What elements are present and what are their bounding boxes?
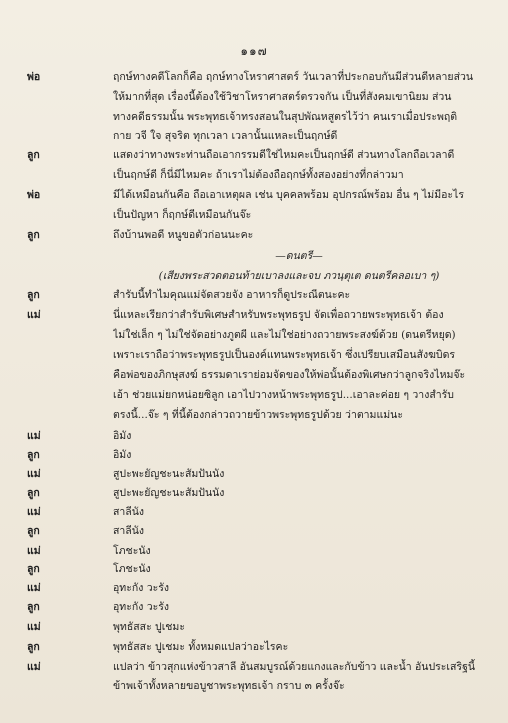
dialogue-line — [0, 677, 508, 695]
dialogue-line — [0, 247, 508, 265]
dialogue-text: แปลว่า ข้าวสุกแห่งข้าวสาลี อันสมบูรณ์ด้วยแกงและกับข้าว และน้ำ อันประเสริฐนี้ — [113, 661, 476, 673]
dialogue-text: อุทะกัง วะรัง — [113, 601, 169, 613]
speaker-label: แม่ — [27, 582, 41, 594]
dialogue-line — [0, 386, 508, 404]
speaker-label: แม่ — [27, 661, 41, 673]
dialogue-line — [0, 68, 508, 86]
speaker-label: ลูก — [27, 149, 40, 161]
dialogue-line — [0, 226, 508, 244]
dialogue-text: อิมัง — [113, 430, 132, 442]
dialogue-line — [0, 560, 508, 578]
speaker-label: แม่ — [27, 468, 41, 480]
dialogue-text: แสดงว่าทางพระท่านถือเอากรรมดีใช่ไหมคะเป็นฤกษ์ดี ส่วนทางโลกถือเวลาดี — [113, 149, 455, 161]
dialogue-text: นี่แหละเรียกว่าสำรับพิเศษสำหรับพระพุทธรูป จัดเพื่อถวายพระพุทธเจ้า ต้อง — [113, 309, 444, 321]
dialogue-line — [0, 267, 508, 285]
dialogue-line — [0, 286, 508, 304]
dialogue-text: ข้าพเจ้าทั้งหลายขอบูชาพระพุทธเจ้า กราบ ๓ ครั้งจ๊ะ — [113, 680, 345, 692]
dialogue-line — [0, 427, 508, 445]
speaker-label: แม่ — [27, 621, 41, 633]
dialogue-text: มีได้เหมือนกันคือ ถือเอาเหตุผล เช่น บุคคลพร้อม อุปกรณ์พร้อม อื่น ๆ ไม่มีอะไร — [113, 189, 464, 201]
dialogue-line — [0, 108, 508, 126]
dialogue-line — [0, 346, 508, 364]
dialogue-text: พุทธัสสะ ปูเชมะ — [113, 621, 185, 633]
dialogue-text: ไม่ใช่เล็ก ๆ ไม่ใช่จัดอย่างภูตผี และไม่ใช่อย่างถวายพระสงฆ์ด้วย (ดนตรีหยุด) — [113, 329, 456, 341]
dialogue-text: สูปะพะยัญชะนะสัมปันนัง — [113, 487, 225, 499]
dialogue-line — [0, 406, 508, 424]
speaker-label: แม่ — [27, 430, 41, 442]
speaker-label: ลูก — [27, 289, 40, 301]
dialogue-line — [0, 638, 508, 656]
dialogue-line — [0, 127, 508, 145]
dialogue-line — [0, 326, 508, 344]
dialogue-text: เป็นฤกษ์ดี ก็นี่มีไหมคะ ถ้าเราไม่ต้องถือฤกษ์ทั้งสองอย่างที่กล่าวมา — [113, 169, 404, 181]
dialogue-text: สาลีนัง — [113, 525, 145, 537]
dialogue-line — [0, 579, 508, 597]
stage-direction: —ดนตรี— — [275, 250, 323, 262]
dialogue-text: เอ้า ช่วยแม่ยกหน่อยซิลูก เอาไปวางหน้าพระพุทธรูป...เอาละค่อย ๆ วางสำรับ — [113, 389, 454, 401]
speaker-label: ลูก — [27, 487, 40, 499]
dialogue-line — [0, 465, 508, 483]
dialogue-line — [0, 484, 508, 502]
dialogue-line — [0, 366, 508, 384]
dialogue-line — [0, 503, 508, 521]
speaker-label: พ่อ — [27, 71, 41, 83]
speaker-label: ลูก — [27, 449, 40, 461]
dialogue-text: สูปะพะยัญชะนะสัมปันนัง — [113, 468, 225, 480]
dialogue-line — [0, 618, 508, 636]
dialogue-text: กาย วจี ใจ สุจริต ทุกเวลา เวลานั้นแหละเป็นฤกษ์ดี — [113, 130, 338, 142]
speaker-label: แม่ — [27, 545, 41, 557]
dialogue-text: โภชะนัง — [113, 563, 151, 575]
dialogue-text: ฤกษ์ทางคดีโลกก็คือ ฤกษ์ทางโหราศาสตร์ วันเวลาที่ประกอบกันมีส่วนดีหลายส่วน — [113, 71, 474, 83]
speaker-label: แม่ — [27, 309, 41, 321]
speaker-label: ลูก — [27, 601, 40, 613]
speaker-label: ลูก — [27, 229, 40, 241]
speaker-label: แม่ — [27, 506, 41, 518]
dialogue-text: เพราะเราถือว่าพระพุทธรูปเป็นองค์แทนพระพุทธเจ้า ซึ่งเปรียบเสมือนสังฆบิดร — [113, 349, 456, 361]
dialogue-line — [0, 446, 508, 464]
dialogue-line — [0, 206, 508, 224]
dialogue-line — [0, 166, 508, 184]
dialogue-line — [0, 522, 508, 540]
speaker-label: พ่อ — [27, 189, 41, 201]
dialogue-text: ให้มากที่สุด เรื่องนี้ต้องใช้วิชาโหราศาสตร์ตรวจกัน เป็นที่สังคมเขานิยม ส่วน — [113, 91, 452, 103]
dialogue-line — [0, 186, 508, 204]
dialogue-line — [0, 88, 508, 106]
dialogue-text: อิมัง — [113, 449, 132, 461]
dialogue-text: ทางคดีธรรมนั้น พระพุทธเจ้าทรงสอนในสุปพัณหสูตรไว้ว่า คนเราเมื่อประพฤติ — [113, 111, 458, 123]
dialogue-text: สำรับนี้ทำไมคุณแม่จัดสวยจัง อาหารก็ดูประณีตนะคะ — [113, 289, 351, 301]
dialogue-text: สาลีนัง — [113, 506, 145, 518]
stage-direction: (เสียงพระสวดตอนท้ายเบาลงและจบ ภวนฺตุเต ดนตรีคลอเบา ๆ) — [158, 270, 440, 282]
dialogue-line — [0, 658, 508, 676]
dialogue-line — [0, 146, 508, 164]
page-number: ๑๑๗ — [240, 44, 268, 58]
dialogue-text: เป็นปัญหา ก็ฤกษ์ดีเหมือนกันจ๊ะ — [113, 209, 252, 221]
dialogue-text: พุทธัสสะ ปูเชมะ ทั้งหมดแปลว่าอะไรคะ — [113, 641, 289, 653]
dialogue-text: ถึงบ้านพอดี หนูขอตัวก่อนนะคะ — [113, 229, 254, 241]
speaker-label: ลูก — [27, 641, 40, 653]
speaker-label: ลูก — [27, 525, 40, 537]
dialogue-line — [0, 598, 508, 616]
dialogue-text: ตรงนี้...จ๊ะ ๆ ที่นี้ต้องกล่าวถวายข้าวพระพุทธรูปด้วย ว่าตามแม่นะ — [113, 409, 403, 421]
dialogue-text: โภชะนัง — [113, 545, 151, 557]
dialogue-text: คือพ่อของภิกษุสงฆ์ ธรรมดาเราย่อมจัดของให้พ่อนั้นต้องพิเศษกว่าลูกจริงไหมจ๊ะ — [113, 369, 466, 381]
speaker-label: ลูก — [27, 563, 40, 575]
dialogue-line — [0, 542, 508, 560]
dialogue-line — [0, 306, 508, 324]
dialogue-text: อุทะกัง วะรัง — [113, 582, 169, 594]
